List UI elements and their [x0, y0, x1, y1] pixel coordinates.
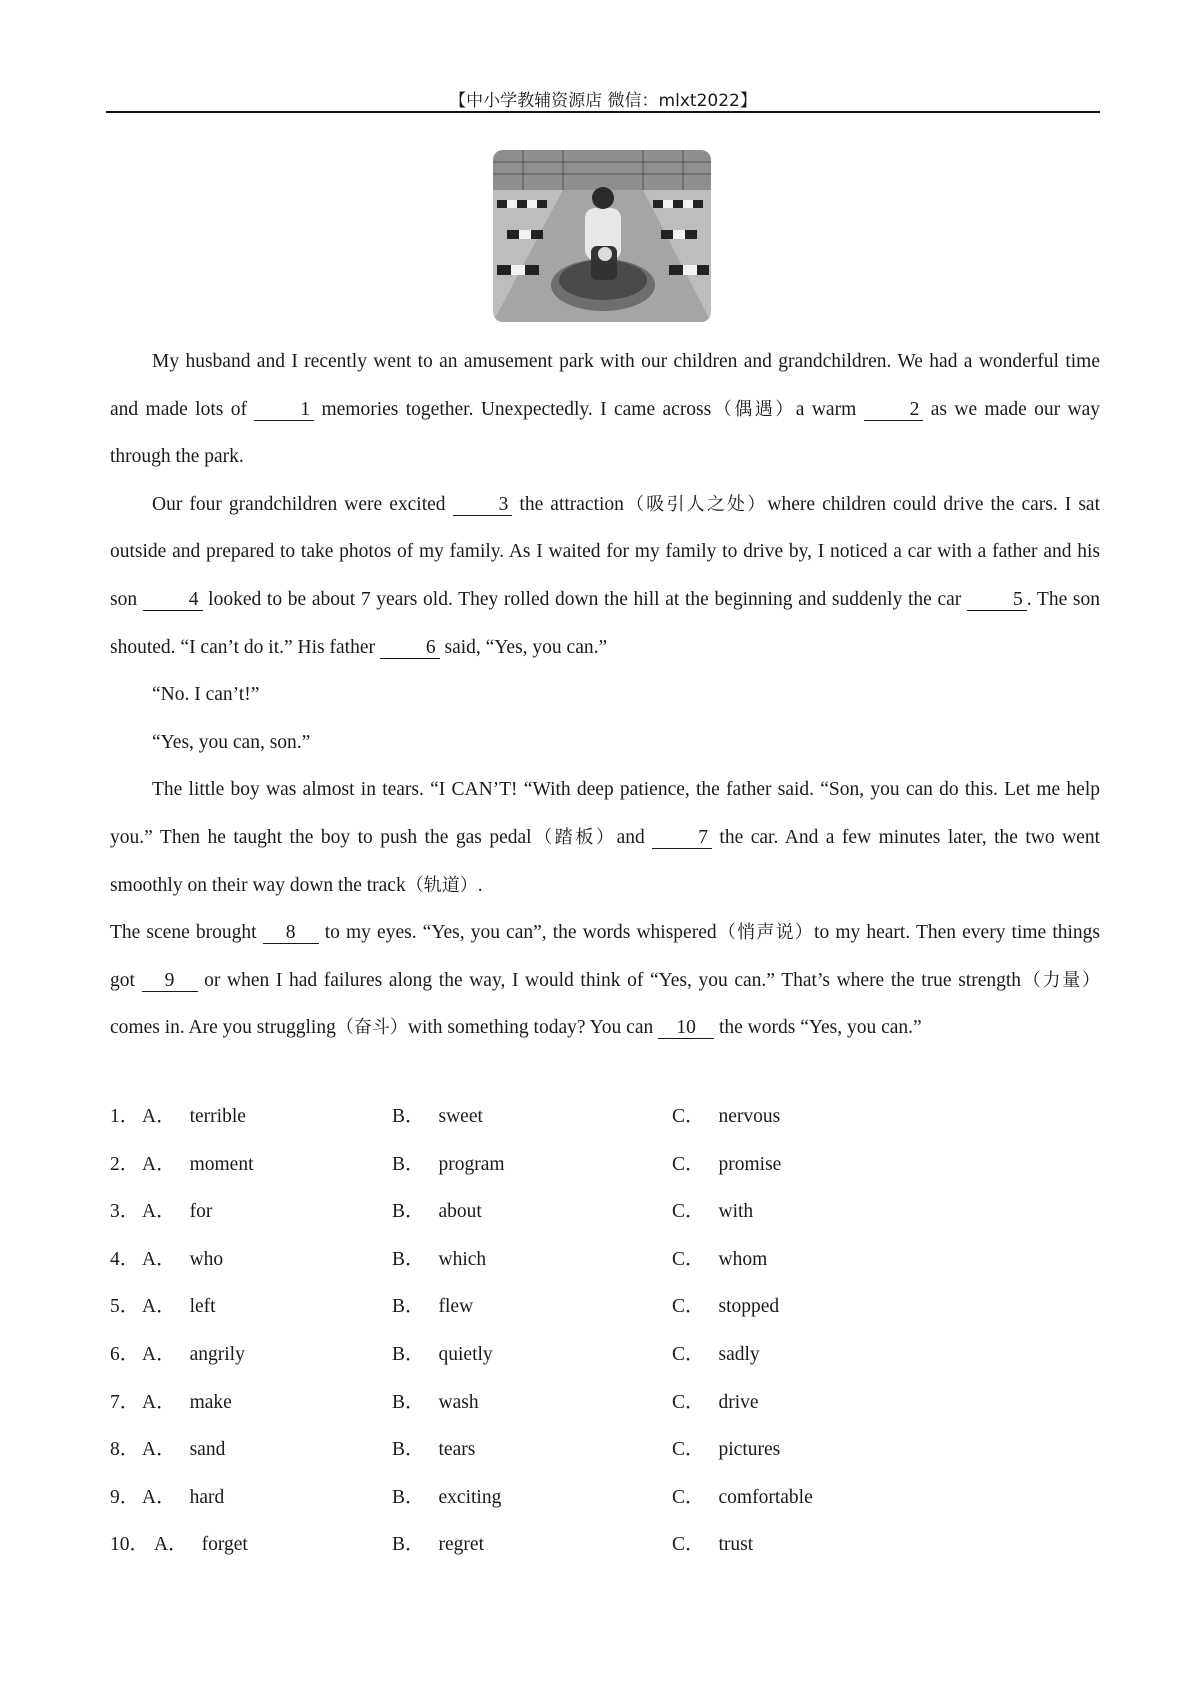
paragraph-3: “No. I can’t!” — [152, 684, 260, 706]
answer-options — [110, 1093, 1100, 1569]
blank-7: 7 — [652, 828, 712, 849]
blank-5: 5 — [967, 590, 1027, 611]
option-a[interactable]: A． left — [142, 1296, 216, 1318]
option-c[interactable]: C． trust — [672, 1534, 754, 1556]
option-c[interactable]: C． whom — [672, 1248, 768, 1270]
option-b[interactable]: B． sweet — [392, 1106, 483, 1127]
option-a[interactable]: A． angrily — [142, 1343, 245, 1365]
option-c[interactable]: C． stopped — [672, 1296, 780, 1318]
option-row: 3． A． for B． about C． with — [110, 1188, 1100, 1236]
option-c[interactable]: C． drive — [672, 1391, 759, 1413]
paragraph-5: The little boy was almost in tears. “I CAN’T! “With deep patience, the father said. “Son, you can do this. Let me help you.” Then he taught the boy to push the gas pedal（踏板）and 7 the car. And a few minutes later, the two went smoothly on their way down the track（轨道）. — [110, 779, 1101, 896]
go-kart-photo — [493, 150, 711, 322]
page-header: 【中小学教辅资源店 微信：mlxt2022】 — [449, 91, 757, 111]
blank-4: 4 — [143, 590, 203, 611]
option-row: 7． A． make B． wash C． drive — [110, 1379, 1100, 1427]
blank-6: 6 — [380, 638, 440, 659]
option-a[interactable]: A． for — [142, 1201, 213, 1223]
option-c[interactable]: C． comfortable — [672, 1486, 813, 1508]
option-b[interactable]: B． which — [392, 1248, 487, 1270]
option-b[interactable]: B． exciting — [392, 1486, 502, 1508]
option-row: 9． A． hard B． exciting C． comfortable — [110, 1474, 1100, 1522]
paragraph-2: Our four grandchildren were excited 3 the attraction（吸引人之处）where children could drive the cars. I sat outside and prepared to take photos of my family. As I waited for my family to drive by, I noticed a car with a father and his son 4 looked to be about 7 years old. They rolled down the hill at the beginning and suddenly the car 5 . The son shouted. “I can’t do it.” His father 6 said, “Yes, you can.” — [110, 493, 1100, 658]
blank-10: 10 — [658, 1018, 714, 1039]
option-row: 1． A． terrible B． sweet C． nervous — [110, 1093, 1100, 1141]
option-b[interactable]: B． program — [392, 1153, 505, 1175]
option-a[interactable]: A． terrible — [142, 1106, 246, 1127]
blank-2: 2 — [864, 400, 924, 421]
option-a[interactable]: A． sand — [142, 1439, 226, 1461]
blank-3: 3 — [453, 495, 513, 516]
option-a[interactable]: A． make — [142, 1391, 232, 1413]
option-c[interactable]: C． promise — [672, 1153, 782, 1175]
paragraph-1: My husband and I recently went to an amusement park with our children and grandchildren. We had a wonderful time and made lots of 1 memories together. Unexpectedly. I came across（偶遇）a warm 2 as we made our way through the park. — [110, 351, 1100, 468]
option-b[interactable]: B． wash — [392, 1391, 479, 1413]
option-row: 8． A． sand B． tears C． pictures — [110, 1426, 1100, 1474]
option-row: 2． A． moment B． program C． promise — [110, 1141, 1100, 1189]
option-row: 10． A． forget B． regret C． trust — [110, 1521, 1100, 1569]
option-a[interactable]: A． hard — [142, 1486, 225, 1508]
option-a[interactable]: A． forget — [154, 1534, 248, 1556]
option-b[interactable]: B． flew — [392, 1296, 474, 1318]
option-b[interactable]: B． regret — [392, 1534, 484, 1556]
option-c[interactable]: C． pictures — [672, 1439, 781, 1461]
option-c[interactable]: C． sadly — [672, 1343, 760, 1365]
option-a[interactable]: A． who — [142, 1248, 224, 1270]
header-divider — [106, 111, 1100, 113]
option-row: 6． A． angrily B． quietly C． sadly — [110, 1331, 1100, 1379]
blank-1: 1 — [254, 400, 314, 421]
option-c[interactable]: C． with — [672, 1201, 754, 1223]
passage — [110, 338, 1100, 1052]
option-b[interactable]: B． tears — [392, 1439, 476, 1461]
paragraph-6: The scene brought 8 to my eyes. “Yes, you can”, the words whispered（悄声说）to my heart. Then every time things got 9 or when I had failures along the way, I would think of “Yes, you can.” That’s where the true strength（力量）comes in. Are you struggling（奋斗）with something today? You can 10 the words “Yes, you can.” — [110, 922, 1100, 1039]
option-b[interactable]: B． about — [392, 1201, 482, 1223]
option-a[interactable]: A． moment — [142, 1153, 254, 1175]
blank-8: 8 — [263, 923, 319, 944]
option-c[interactable]: C． nervous — [672, 1106, 781, 1127]
option-row: 5． A． left B． flew C． stopped — [110, 1283, 1100, 1331]
paragraph-4: “Yes, you can, son.” — [152, 731, 311, 753]
blank-9: 9 — [142, 971, 198, 992]
option-b[interactable]: B． quietly — [392, 1343, 493, 1365]
option-row: 4． A． who B． which C． whom — [110, 1236, 1100, 1284]
